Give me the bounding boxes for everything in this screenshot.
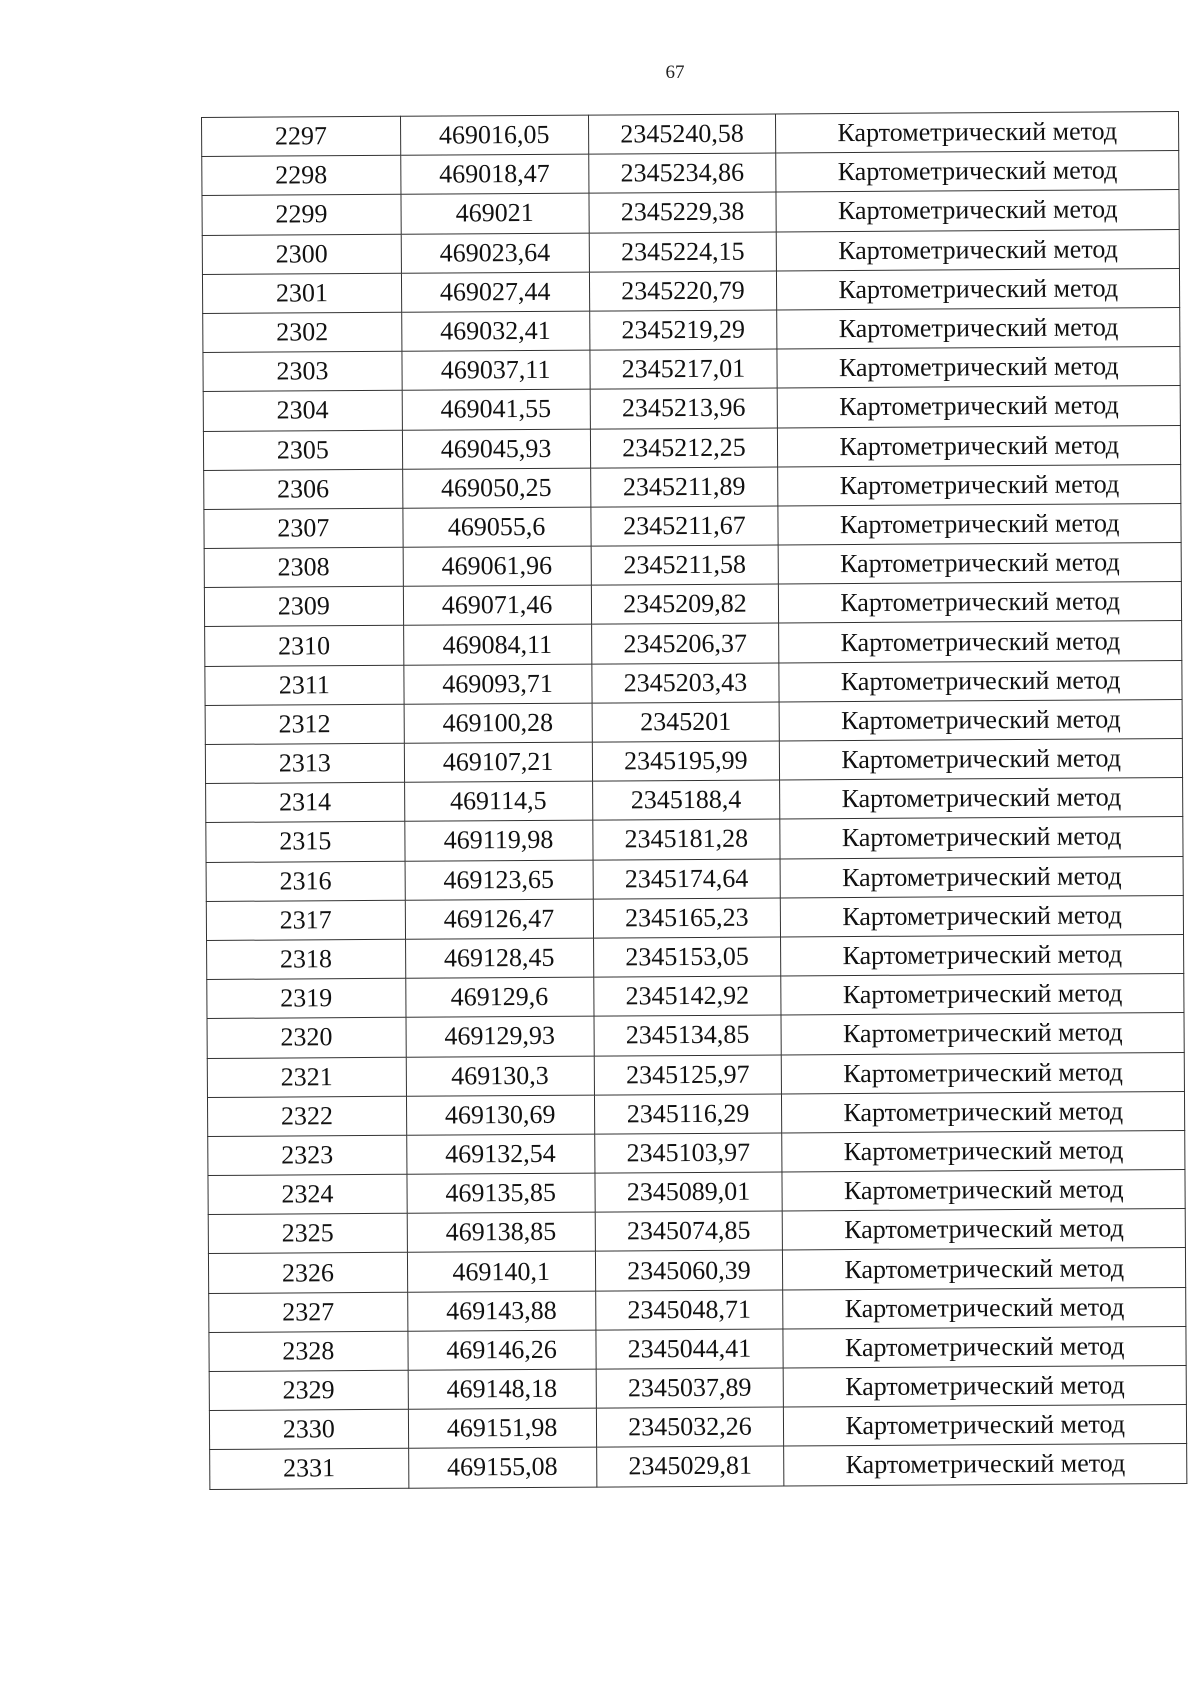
- y-coordinate-cell: 2345206,37: [591, 623, 779, 663]
- table-row: [205, 739, 1182, 784]
- x-coordinate-cell: 469027,44: [401, 272, 589, 312]
- coordinates-table-body: [202, 112, 1187, 1490]
- x-coordinate-cell: 469041,55: [402, 389, 590, 429]
- x-coordinate-cell: 469100,28: [404, 703, 592, 743]
- table-row: [208, 1209, 1185, 1254]
- x-coordinate-cell: 469128,45: [405, 938, 593, 978]
- method-cell: Картометрический метод: [777, 268, 1180, 310]
- method-cell: Картометрический метод: [779, 582, 1182, 624]
- method-cell: Картометрический метод: [784, 1405, 1187, 1447]
- point-number-cell: 2326: [208, 1253, 407, 1293]
- method-cell: Картометрический метод: [781, 934, 1184, 976]
- point-number-cell: 2320: [207, 1018, 406, 1058]
- point-number-cell: 2312: [205, 704, 404, 744]
- table-row: [202, 229, 1179, 274]
- table-row: [206, 895, 1183, 940]
- y-coordinate-cell: 2345048,71: [595, 1290, 783, 1330]
- table-row: [202, 112, 1179, 157]
- y-coordinate-cell: 2345153,05: [593, 937, 781, 977]
- method-cell: Картометрический метод: [780, 739, 1183, 781]
- table-row: [209, 1405, 1186, 1450]
- method-cell: Картометрический метод: [782, 1170, 1185, 1212]
- table-row: [204, 582, 1181, 627]
- x-coordinate-cell: 469107,21: [404, 742, 592, 782]
- table-row: [208, 1248, 1185, 1293]
- table-row: [206, 817, 1183, 862]
- x-coordinate-cell: 469071,46: [403, 585, 591, 625]
- y-coordinate-cell: 2345211,89: [590, 467, 778, 507]
- method-cell: Картометрический метод: [778, 425, 1181, 467]
- method-cell: Картометрический метод: [784, 1444, 1187, 1486]
- x-coordinate-cell: 469032,41: [401, 311, 589, 351]
- y-coordinate-cell: 2345116,29: [594, 1094, 782, 1134]
- y-coordinate-cell: 2345181,28: [592, 819, 780, 859]
- point-number-cell: 2316: [206, 861, 405, 901]
- x-coordinate-cell: 469123,65: [405, 860, 593, 900]
- y-coordinate-cell: 2345220,79: [589, 271, 777, 311]
- method-cell: Картометрический метод: [779, 699, 1182, 741]
- table-row: [202, 190, 1179, 235]
- x-coordinate-cell: 469093,71: [404, 664, 592, 704]
- x-coordinate-cell: 469129,93: [406, 1016, 594, 1056]
- x-coordinate-cell: 469045,93: [402, 429, 590, 469]
- x-coordinate-cell: 469050,25: [402, 468, 590, 508]
- table-row: [208, 1130, 1185, 1175]
- x-coordinate-cell: 469084,11: [403, 625, 591, 665]
- y-coordinate-cell: 2345240,58: [588, 114, 776, 154]
- table-row: [204, 503, 1181, 548]
- point-number-cell: 2308: [204, 547, 403, 587]
- x-coordinate-cell: 469055,6: [403, 507, 591, 547]
- method-cell: Картометрический метод: [778, 464, 1181, 506]
- table-row: [207, 1013, 1184, 1058]
- point-number-cell: 2302: [203, 312, 402, 352]
- table-row: [204, 464, 1181, 509]
- x-coordinate-cell: 469023,64: [401, 233, 589, 273]
- point-number-cell: 2297: [202, 116, 401, 156]
- x-coordinate-cell: 469155,08: [408, 1447, 596, 1487]
- method-cell: Картометрический метод: [784, 1366, 1187, 1408]
- point-number-cell: 2304: [203, 391, 402, 431]
- y-coordinate-cell: 2345234,86: [588, 153, 776, 193]
- point-number-cell: 2299: [202, 195, 401, 235]
- table-row: [203, 347, 1180, 392]
- y-coordinate-cell: 2345032,26: [596, 1407, 784, 1447]
- y-coordinate-cell: 2345195,99: [592, 741, 780, 781]
- method-cell: Картометрический метод: [778, 386, 1181, 428]
- y-coordinate-cell: 2345037,89: [596, 1368, 784, 1408]
- x-coordinate-cell: 469130,3: [406, 1056, 594, 1096]
- table-row: [209, 1287, 1186, 1332]
- y-coordinate-cell: 2345134,85: [594, 1015, 782, 1055]
- y-coordinate-cell: 2345074,85: [595, 1211, 783, 1251]
- table-row: [206, 856, 1183, 901]
- method-cell: Картометрический метод: [783, 1209, 1186, 1251]
- coordinates-table: [201, 111, 1187, 1490]
- point-number-cell: 2323: [208, 1135, 407, 1175]
- x-coordinate-cell: 469130,69: [406, 1095, 594, 1135]
- x-coordinate-cell: 469148,18: [408, 1369, 596, 1409]
- point-number-cell: 2315: [206, 822, 405, 862]
- point-number-cell: 2306: [204, 469, 403, 509]
- table-row: [207, 1052, 1184, 1097]
- x-coordinate-cell: 469138,85: [407, 1212, 595, 1252]
- method-cell: Картометрический метод: [783, 1287, 1186, 1329]
- table-row: [203, 386, 1180, 431]
- method-cell: Картометрический метод: [781, 1013, 1184, 1055]
- method-cell: Картометрический метод: [778, 503, 1181, 545]
- method-cell: Картометрический метод: [783, 1326, 1186, 1368]
- y-coordinate-cell: 2345103,97: [594, 1133, 782, 1173]
- point-number-cell: 2307: [204, 508, 403, 548]
- point-number-cell: 2322: [207, 1096, 406, 1136]
- point-number-cell: 2309: [204, 587, 403, 627]
- method-cell: Картометрический метод: [776, 190, 1179, 232]
- point-number-cell: 2331: [210, 1449, 409, 1489]
- y-coordinate-cell: 2345142,92: [593, 976, 781, 1016]
- y-coordinate-cell: 2345217,01: [589, 349, 777, 389]
- y-coordinate-cell: 2345213,96: [590, 388, 778, 428]
- table-row: [207, 1091, 1184, 1136]
- table-row: [202, 268, 1179, 313]
- x-coordinate-cell: 469119,98: [404, 820, 592, 860]
- method-cell: Картометрический метод: [783, 1248, 1186, 1290]
- y-coordinate-cell: 2345203,43: [591, 663, 779, 703]
- x-coordinate-cell: 469140,1: [407, 1252, 595, 1292]
- method-cell: Картометрический метод: [781, 895, 1184, 937]
- method-cell: Картометрический метод: [777, 347, 1180, 389]
- table-row: [210, 1444, 1187, 1489]
- y-coordinate-cell: 2345188,4: [592, 780, 780, 820]
- x-coordinate-cell: 469129,6: [405, 977, 593, 1017]
- point-number-cell: 2313: [205, 743, 404, 783]
- x-coordinate-cell: 469151,98: [408, 1408, 596, 1448]
- y-coordinate-cell: 2345174,64: [593, 859, 781, 899]
- point-number-cell: 2300: [202, 234, 401, 274]
- table-row: [202, 151, 1179, 196]
- x-coordinate-cell: 469126,47: [405, 899, 593, 939]
- table-row: [205, 699, 1182, 744]
- table-row: [206, 778, 1183, 823]
- point-number-cell: 2328: [209, 1331, 408, 1371]
- point-number-cell: 2324: [208, 1174, 407, 1214]
- point-number-cell: 2325: [208, 1214, 407, 1254]
- table-row: [204, 543, 1181, 588]
- y-coordinate-cell: 2345089,01: [594, 1172, 782, 1212]
- y-coordinate-cell: 2345229,38: [588, 192, 776, 232]
- method-cell: Картометрический метод: [782, 1052, 1185, 1094]
- y-coordinate-cell: 2345060,39: [595, 1250, 783, 1290]
- table-row: [209, 1326, 1186, 1371]
- point-number-cell: 2329: [209, 1370, 408, 1410]
- point-number-cell: 2330: [209, 1409, 408, 1449]
- y-coordinate-cell: 2345165,23: [593, 898, 781, 938]
- point-number-cell: 2301: [202, 273, 401, 313]
- method-cell: Картометрический метод: [777, 229, 1180, 271]
- point-number-cell: 2317: [206, 900, 405, 940]
- table-row: [209, 1366, 1186, 1411]
- x-coordinate-cell: 469018,47: [400, 154, 588, 194]
- table-row: [205, 660, 1182, 705]
- method-cell: Картометрический метод: [780, 856, 1183, 898]
- method-cell: Картометрический метод: [780, 778, 1183, 820]
- y-coordinate-cell: 2345125,97: [594, 1054, 782, 1094]
- point-number-cell: 2303: [203, 351, 402, 391]
- y-coordinate-cell: 2345209,82: [591, 584, 779, 624]
- method-cell: Картометрический метод: [782, 1130, 1185, 1172]
- point-number-cell: 2318: [207, 939, 406, 979]
- point-number-cell: 2305: [203, 430, 402, 470]
- y-coordinate-cell: 2345212,25: [590, 427, 778, 467]
- page-number: 67: [665, 62, 685, 83]
- y-coordinate-cell: 2345211,58: [591, 545, 779, 585]
- y-coordinate-cell: 2345211,67: [590, 506, 778, 546]
- method-cell: Картометрический метод: [781, 974, 1184, 1016]
- method-cell: Картометрический метод: [779, 660, 1182, 702]
- y-coordinate-cell: 2345044,41: [595, 1329, 783, 1369]
- method-cell: Картометрический метод: [779, 543, 1182, 585]
- point-number-cell: 2298: [202, 155, 401, 195]
- table-row: [207, 974, 1184, 1019]
- x-coordinate-cell: 469146,26: [408, 1330, 596, 1370]
- method-cell: Картометрический метод: [782, 1091, 1185, 1133]
- method-cell: Картометрический метод: [776, 151, 1179, 193]
- point-number-cell: 2321: [207, 1057, 406, 1097]
- table-row: [205, 621, 1182, 666]
- x-coordinate-cell: 469132,54: [406, 1134, 594, 1174]
- point-number-cell: 2327: [209, 1292, 408, 1332]
- table-row: [207, 934, 1184, 979]
- table-row: [203, 425, 1180, 470]
- y-coordinate-cell: 2345219,29: [589, 310, 777, 350]
- y-coordinate-cell: 2345224,15: [589, 232, 777, 272]
- y-coordinate-cell: 2345029,81: [596, 1446, 784, 1486]
- method-cell: Картометрический метод: [779, 621, 1182, 663]
- table-row: [208, 1170, 1185, 1215]
- x-coordinate-cell: 469021: [401, 194, 589, 234]
- method-cell: Картометрический метод: [776, 112, 1179, 154]
- point-number-cell: 2311: [205, 665, 404, 705]
- x-coordinate-cell: 469143,88: [407, 1291, 595, 1331]
- method-cell: Картометрический метод: [780, 817, 1183, 859]
- y-coordinate-cell: 2345201: [592, 702, 780, 742]
- point-number-cell: 2310: [205, 626, 404, 666]
- x-coordinate-cell: 469016,05: [400, 115, 588, 155]
- point-number-cell: 2319: [207, 978, 406, 1018]
- point-number-cell: 2314: [206, 782, 405, 822]
- x-coordinate-cell: 469135,85: [407, 1173, 595, 1213]
- x-coordinate-cell: 469114,5: [404, 781, 592, 821]
- method-cell: Картометрический метод: [777, 307, 1180, 349]
- x-coordinate-cell: 469037,11: [402, 350, 590, 390]
- x-coordinate-cell: 469061,96: [403, 546, 591, 586]
- table-row: [203, 307, 1180, 352]
